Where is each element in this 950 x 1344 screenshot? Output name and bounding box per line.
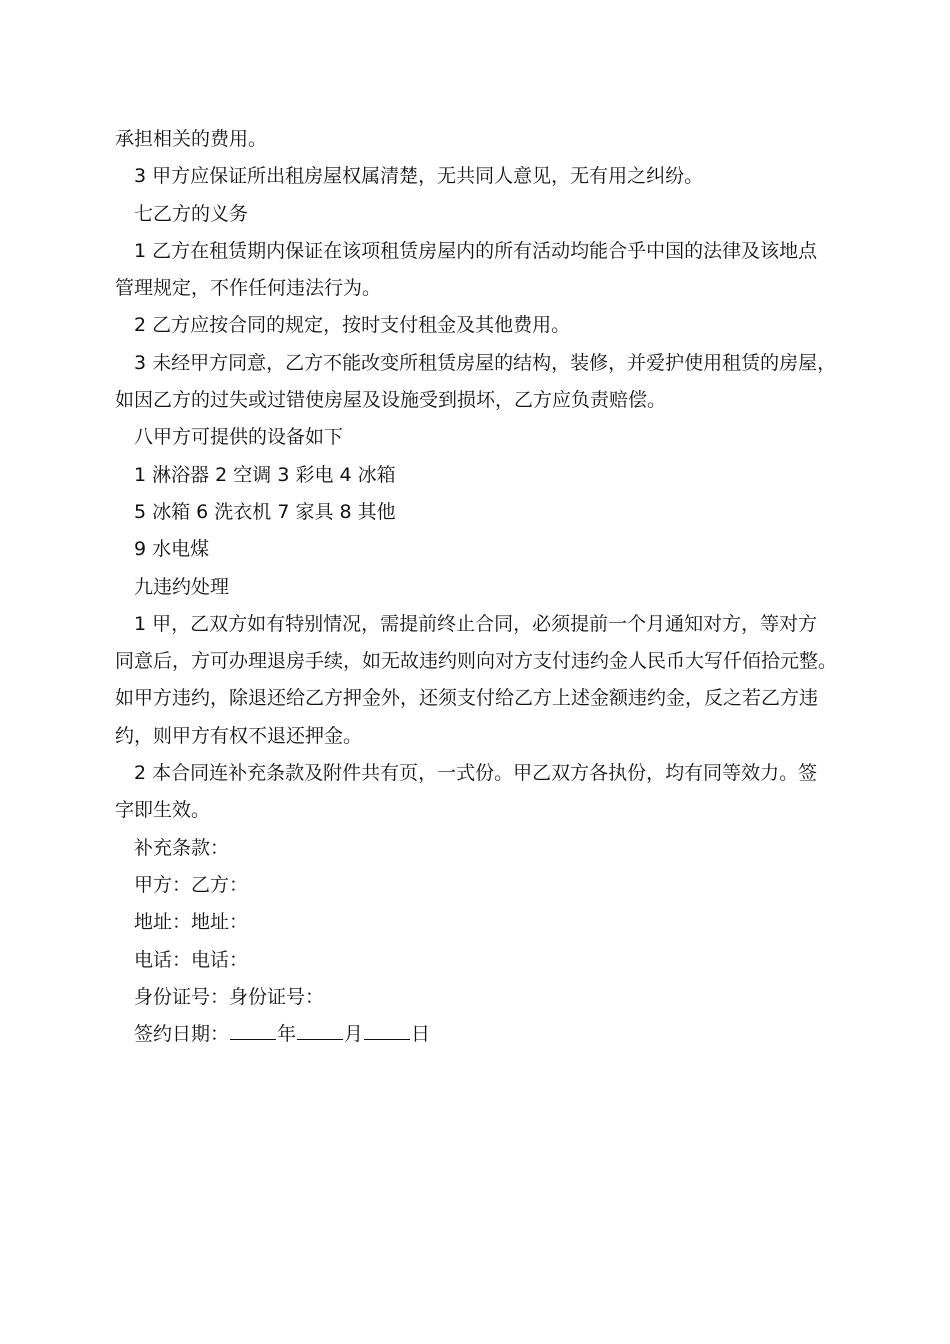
text-line: 九违约处理 <box>134 575 230 598</box>
paragraph-lines <box>115 121 850 1016</box>
text-line: 补充条款： <box>134 836 230 859</box>
text-line: 1 淋浴器 2 空调 3 彩电 4 冰箱 <box>134 463 396 486</box>
text-line: 3 未经甲方同意，乙方不能改变所租赁房屋的结构，装修，并爱护使用租赁的房屋， <box>134 351 837 374</box>
text-line: 承担相关的费用。 <box>115 128 268 150</box>
signing-date-line <box>115 1016 850 1053</box>
text-line: 身份证号：身份证号： <box>134 985 325 1008</box>
text-line: 八甲方可提供的设备如下 <box>134 426 344 449</box>
text-line: 2 本合同连补充条款及附件共有页，一式份。甲乙双方各执份，均有同等效力。签 <box>134 762 818 785</box>
text-line: 2 乙方应按合同的规定，按时支付租金及其他费用。 <box>134 314 571 337</box>
text-line: 管理规定，不作任何违法行为。 <box>115 277 382 300</box>
text-line: 如因乙方的过失或过错使房屋及设施受到损坏，乙方应负责赔偿。 <box>115 389 667 412</box>
text-line: 如甲方违约，除退还给乙方押金外，还须支付给乙方上述金额违约金，反之若乙方违 <box>115 687 819 710</box>
month-label: 月 <box>344 1023 364 1046</box>
text-line: 1 乙方在租赁期内保证在该项租赁房屋内的所有活动均能合乎中国的法律及该地点 <box>134 239 818 262</box>
text-line: 约，则甲方有权不退还押金。 <box>115 724 363 747</box>
text-line: 1 甲，乙双方如有特别情况，需提前终止合同，必须提前一个月通知对方，等对方 <box>134 612 818 635</box>
year-label: 年 <box>277 1023 297 1046</box>
text-line: 3 甲方应保证所出租房屋权属清楚，无共同人意见，无有用之纠纷。 <box>134 165 704 188</box>
month-blank <box>297 1023 343 1040</box>
text-line: 5 冰箱 6 洗衣机 7 家具 8 其他 <box>134 500 396 523</box>
text-line: 同意后，方可办理退房手续，如无故违约则向对方支付违约金人民币大写仟佰拾元整。 <box>115 650 838 673</box>
text-line: 电话：电话： <box>134 948 249 971</box>
text-line: 七乙方的义务 <box>134 202 249 225</box>
signing-date-label: 签约日期： <box>134 1023 230 1046</box>
text-line: 甲方：乙方： <box>134 873 249 896</box>
day-label: 日 <box>411 1023 431 1046</box>
text-line: 9 水电煤 <box>134 538 210 561</box>
text-line: 地址：地址： <box>134 911 249 934</box>
text-line: 字即生效。 <box>115 799 211 822</box>
year-blank <box>230 1023 276 1040</box>
day-blank <box>364 1023 410 1040</box>
document-body <box>115 121 850 1053</box>
